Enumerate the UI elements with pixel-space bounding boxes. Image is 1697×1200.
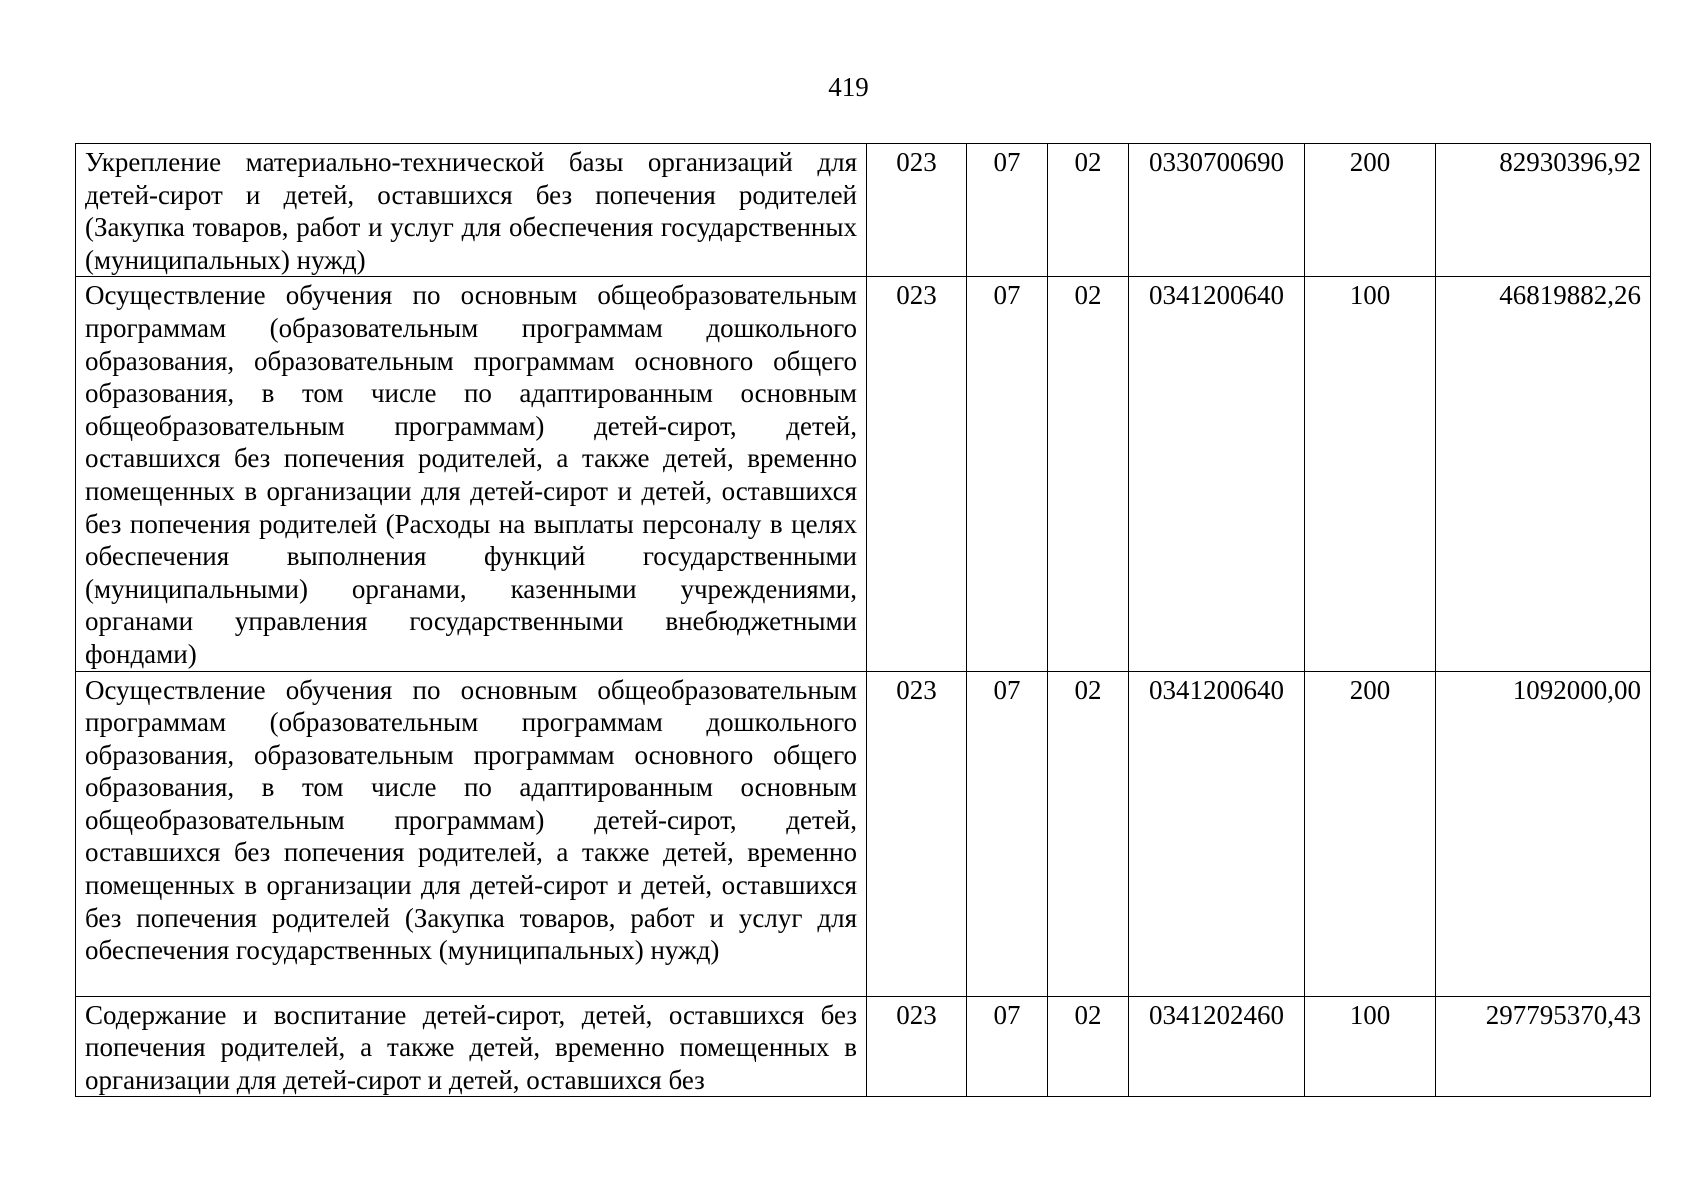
target-article-code: 0341200640 (1129, 671, 1305, 996)
amount-value: 46819882,26 (1436, 277, 1651, 671)
table-row (76, 277, 1651, 671)
amount-value: 82930396,92 (1436, 144, 1651, 277)
section-code: 07 (967, 671, 1048, 996)
budget-table (75, 143, 1651, 1097)
page-number: 419 (828, 72, 869, 102)
row-description: Осуществление обучения по основным общеобразовательным программам (образовательным программам дошкольного образования, образовательным программам основного общего образования, в том числе по адаптированным основным общеобразовательным программам) детей-сирот, детей, оставшихся без попечения родителей, а также детей, временно помещенных в организации для детей-сирот и детей, оставшихся без попечения родителей (Закупка товаров, работ и услуг для обеспечения государственных (муниципальных) нужд) (76, 671, 867, 996)
grbs-code: 023 (867, 277, 967, 671)
section-code: 07 (967, 144, 1048, 277)
table-row (76, 671, 1651, 996)
row-description: Укрепление материально-технической базы организаций для детей-сирот и детей, оставшихся без попечения родителей (Закупка товаров, работ и услуг для обеспечения государственных (муниципальных) нужд) (76, 144, 867, 277)
target-article-code: 0341202460 (1129, 996, 1305, 1097)
section-code: 07 (967, 996, 1048, 1097)
expense-type-code: 100 (1305, 277, 1436, 671)
expense-type-code: 200 (1305, 144, 1436, 277)
table-row (76, 996, 1651, 1097)
section-code: 07 (967, 277, 1048, 671)
subsection-code: 02 (1048, 671, 1129, 996)
row-description: Содержание и воспитание детей-сирот, детей, оставшихся без попечения родителей, а также детей, временно помещенных в организации для детей-сирот и детей, оставшихся без (76, 996, 867, 1097)
subsection-code: 02 (1048, 277, 1129, 671)
grbs-code: 023 (867, 996, 967, 1097)
subsection-code: 02 (1048, 144, 1129, 277)
expense-type-code: 200 (1305, 671, 1436, 996)
row-description: Осуществление обучения по основным общеобразовательным программам (образовательным программам дошкольного образования, образовательным программам основного общего образования, в том числе по адаптированным основным общеобразовательным программам) детей-сирот, детей, оставшихся без попечения родителей, а также детей, временно помещенных в организации для детей-сирот и детей, оставшихся без попечения родителей (Расходы на выплаты персоналу в целях обеспечения выполнения функций государственными (муниципальными) органами, казенными учреждениями, органами управления государственными внебюджетными фондами) (76, 277, 867, 671)
grbs-code: 023 (867, 144, 967, 277)
expense-type-code: 100 (1305, 996, 1436, 1097)
target-article-code: 0341200640 (1129, 277, 1305, 671)
target-article-code: 0330700690 (1129, 144, 1305, 277)
amount-value: 1092000,00 (1436, 671, 1651, 996)
grbs-code: 023 (867, 671, 967, 996)
subsection-code: 02 (1048, 996, 1129, 1097)
table-row (76, 144, 1651, 277)
amount-value: 297795370,43 (1436, 996, 1651, 1097)
